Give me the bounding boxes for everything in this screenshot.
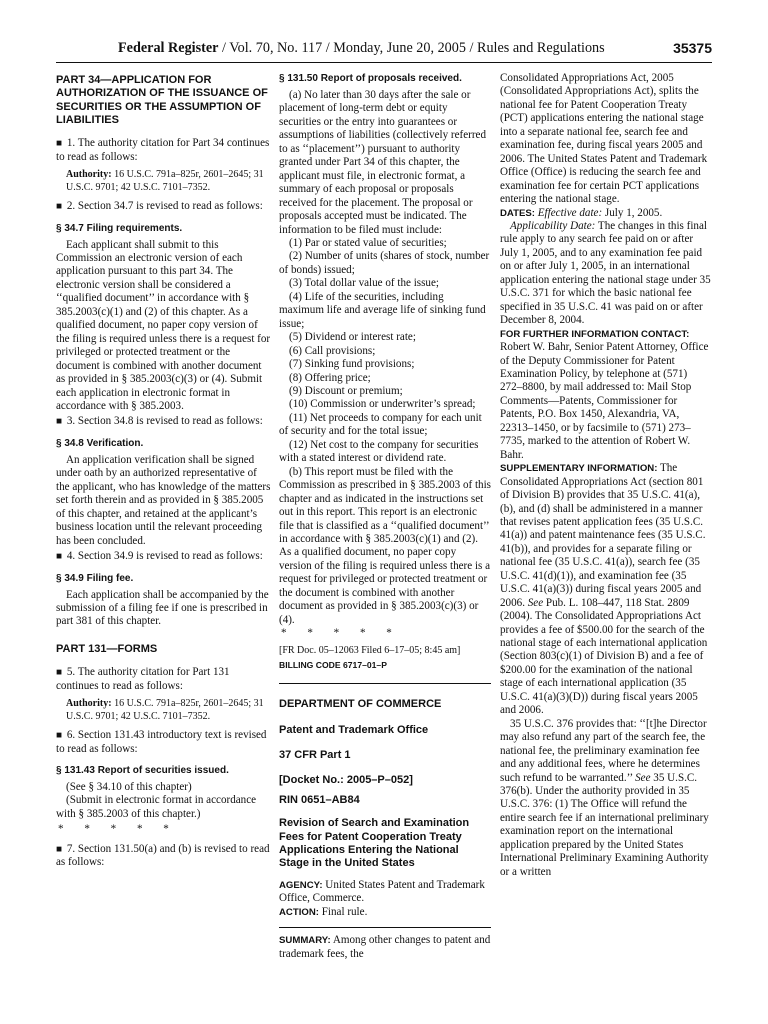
running-head xyxy=(118,40,605,57)
department-name: DEPARTMENT OF COMMERCE xyxy=(279,697,442,710)
authority-citation: Authority: 16 U.S.C. 791a–825r, 2601–2645; 31 U.S.C. 9701; 42 U.S.C. 7101–7352. xyxy=(66,698,264,723)
square-bullet-icon: ■ xyxy=(56,843,63,855)
list-item: (5) Dividend or interest rate; xyxy=(289,331,416,344)
section-divider xyxy=(279,683,491,684)
square-bullet-icon: ■ xyxy=(56,201,63,213)
docket-number: [Docket No.: 2005–P–052] xyxy=(279,774,413,787)
dates-line: DATES: Effective date: July 1, 2005. xyxy=(500,206,663,219)
cfr-part: 37 CFR Part 1 xyxy=(279,748,351,761)
rin-number: RIN 0651–AB84 xyxy=(279,793,360,806)
section-heading-131-43: § 131.43 Report of securities issued. xyxy=(56,764,229,776)
ellipsis-stars: * * * * * xyxy=(58,823,169,836)
column-1 xyxy=(56,72,272,874)
list-item: (7) Sinking fund provisions; xyxy=(289,358,415,371)
amendatory-instruction: ■ 2. Section 34.7 is revised to read as follows: xyxy=(56,200,263,213)
list-item: (1) Par or stated value of securities; xyxy=(289,236,447,249)
amendatory-instruction: ■ 1. The authority citation for Part 34 continues to read as follows: xyxy=(56,137,270,163)
amendatory-instruction: ■ 4. Section 34.9 is revised to read as follows: xyxy=(56,550,263,563)
journal-name: Federal Register xyxy=(118,40,219,56)
fr-doc-line: [FR Doc. 05–12063 Filed 6–17–05; 8:45 am] xyxy=(279,644,461,656)
section-376-paragraph: 35 U.S.C. 376 provides that: ‘‘[t]he Director may also refund any part of the search fee, the national fee, the preliminary examination fee and any additional fees, where he determines such refund to be warranted.’’ See 35 U.S.C. 376(b). Under the authority provided in 35 U.S.C. 376: (1) The Office will refund the entire search fee if an international preliminary examination report on the international application prepared by the United States International Preliminary Examining Authority or a written xyxy=(500,717,709,878)
list-item: (3) Total dollar value of the issue; xyxy=(289,277,439,290)
list-item: (6) Call provisions; xyxy=(289,344,376,357)
amendatory-instruction: ■ 5. The authority citation for Part 131 continues to read as follows: xyxy=(56,666,230,692)
amendatory-instruction: ■ 6. Section 131.43 introductory text is revised to read as follows: xyxy=(56,729,267,755)
column-3 xyxy=(500,72,712,879)
issue-citation: / Vol. 70, No. 117 / Monday, June 20, 2005 / Rules and Regulations xyxy=(218,40,605,56)
list-item: (11) Net proceeds to company for each unit of security and for the total issue; xyxy=(279,411,482,438)
summary-line: SUMMARY: Among other changes to patent and trademark fees, the xyxy=(279,934,491,960)
square-bullet-icon: ■ xyxy=(56,138,63,150)
billing-code: BILLING CODE 6717–01–P xyxy=(279,660,387,671)
section-text: An application verification shall be signed under oath by an authorized representative of the applicant, who has knowledge of the matters set forth therein and as provided in § 385.2005 of this chapter, and retained at the applicant’s business location until the relevant proceeding has been concluded. xyxy=(56,453,271,547)
supplementary-information: SUPPLEMENTARY INFORMATION: The Consolidated Appropriations Act (section 801 of Division B) provides that 35 U.S.C. 41(a), (b), and (d) shall be administered in a manner that revises patent application fees (35 U.S.C. 41(a)) and patent maintenance fees (35 U.S.C. 41(b)), and provides for a separate filing or national fee (35 U.S.C. 41(a)), search fee (35 U.S.C. 41(d)(1)), and examination fee (35 U.S.C. 41(a)(3)) during fiscal years 2005 and 2006. See Pub. L. 108–447, 118 Stat. 2809 (2004). The Consolidated Appropriations Act provides a fee of $500.00 for the search of the national stage of each international application (Section 803(c)(1) of Division B) and a fee of $200.00 for the examination of the national stage of each international application (35 U.S.C. 41(a)(3)(D)) during fiscal years 2005 and 2006. xyxy=(500,462,708,717)
list-item: (2) Number of units (shares of stock, number of bonds) issued; xyxy=(279,250,490,276)
action-line: ACTION: Final rule. xyxy=(279,905,368,918)
section-heading-131-50: § 131.50 Report of proposals received. xyxy=(279,73,462,84)
list-item: (10) Commission or underwriter’s spread; xyxy=(289,398,476,411)
office-name: Patent and Trademark Office xyxy=(279,723,429,736)
page-number: 35375 xyxy=(673,40,712,56)
applicability-date: Applicability Date: The changes in this final rule apply to any search fee paid on or after July 1, 2005, and to any examination fee paid on or after July 1, 2005, in an international application entering the national stage under 35 U.S.C. 371 for which the basic national fee specified in 35 U.S.C. 41 was paid on or after December 8, 2004. xyxy=(500,219,711,327)
authority-citation: Authority: 16 U.S.C. 791a–825r, 2601–2645; 31 U.S.C. 9701; 42 U.S.C. 7101–7352. xyxy=(66,169,264,194)
list-item: (9) Discount or premium; xyxy=(289,384,403,397)
section-text: (Submit in electronic format in accordance with § 385.2003 of this chapter.) xyxy=(56,794,257,820)
section-heading-34-8: § 34.8 Verification. xyxy=(56,437,144,449)
amendatory-instruction: ■ 3. Section 34.8 is revised to read as follows: xyxy=(56,415,263,428)
page-header xyxy=(56,40,712,63)
section-heading-34-9: § 34.9 Filing fee. xyxy=(56,572,134,584)
paragraph-a: (a) No later than 30 days after the sale or placement of long-term debt or equity securities or the entry into guarantees or assumptions of liabilities (collectively referred to as ‘‘placement’’) pursuant to authority granted under Part 34 of this chapter, the applicant must file, in electronic format, a summary of each proposal or proposals received for the placement. The proposal or proposals accepted must be indicated. The information to be filed must include: xyxy=(279,89,487,236)
contact-text: Robert W. Bahr, Senior Patent Attorney, Office of the Deputy Commissioner for Patent Examination Policy, by telephone at (571) 272–8800, by mail addressed to: Mail Stop Comments—Patents, Commissioner for Patents, P.O. Box 1450, Alexandria, VA, 22313–1450, or by facsimile to (571) 273–7735, marked to the attention of Robert W. Bahr. xyxy=(500,341,709,461)
summary-continued: Consolidated Appropriations Act, 2005 (Consolidated Appropriations Act), splits the national fee for Patent Cooperation Treaty (PCT) applications entering the national stage into a separate national fee, search fee and examination fee, during fiscal years 2005 and 2006. The United States Patent and Trademark Office (Office) is reducing the search fee and examination fee for certain PCT applications entering the national stage. xyxy=(500,72,708,206)
column-2 xyxy=(279,72,491,961)
section-text: Each applicant shall submit to this Commission an electronic version of each application pursuant to this part 34. The electronic version shall be considered a ‘‘qualified document’’ in accordance with § 385.2003(c)(1) and (2) of this chapter. As a qualified document, no paper copy version of the filing is required unless there is a request for privileged or protected treatment or the document is combined with another document as provided in § 385.2003(c)(3) or (4). Submit each application in electronic format in accordance with § 385.2003. xyxy=(56,238,271,412)
section-heading-34-7: § 34.7 Filing requirements. xyxy=(56,222,183,234)
rule-title: Revision of Search and Examination Fees for Patent Cooperation Treaty Applications Entering the National Stage in the United States xyxy=(279,817,470,870)
section-text: Each application shall be accompanied by the submission of a filing fee if one is prescribed in part 381 of this chapter. xyxy=(56,588,269,628)
section-divider xyxy=(279,927,491,928)
section-text: (See § 34.10 of this chapter) xyxy=(66,780,192,793)
square-bullet-icon: ■ xyxy=(56,667,63,679)
square-bullet-icon: ■ xyxy=(56,730,63,742)
part-131-title: PART 131—FORMS xyxy=(56,642,158,655)
agency-line: AGENCY: United States Patent and Trademark Office, Commerce. xyxy=(279,878,485,905)
list-item: (8) Offering price; xyxy=(289,371,371,384)
contact-label: FOR FURTHER INFORMATION CONTACT: xyxy=(500,328,690,340)
list-item: (12) Net cost to the company for securities with a stated interest or dividend rate. xyxy=(279,438,479,465)
part-34-title: PART 34—APPLICATION FOR AUTHORIZATION OF THE ISSUANCE OF SECURITIES OR THE ASSUMPTION OF LIABILITIES xyxy=(56,74,268,126)
list-item: (4) Life of the securities, including maximum life and average life of sinking fund issue; xyxy=(279,290,486,330)
paragraph-b: (b) This report must be filed with the Commission as prescribed in § 385.2003 of this chapter and as indicated in the instructions set out in this report. This report is an electronic file that is classified as a ‘‘qualified document’’ in accordance with § 385.2003(c)(1) and (2). As a qualified document, no paper copy version of the filing is required unless there is a request for privileged or protected treatment or the document is combined with another document as provided in § 385.2003(c)(3) or (4). xyxy=(279,465,492,626)
square-bullet-icon: ■ xyxy=(56,551,63,563)
square-bullet-icon: ■ xyxy=(56,416,63,428)
amendatory-instruction: ■ 7. Section 131.50(a) and (b) is revised to read as follows: xyxy=(56,842,270,869)
ellipsis-stars: * * * * * xyxy=(281,627,392,640)
